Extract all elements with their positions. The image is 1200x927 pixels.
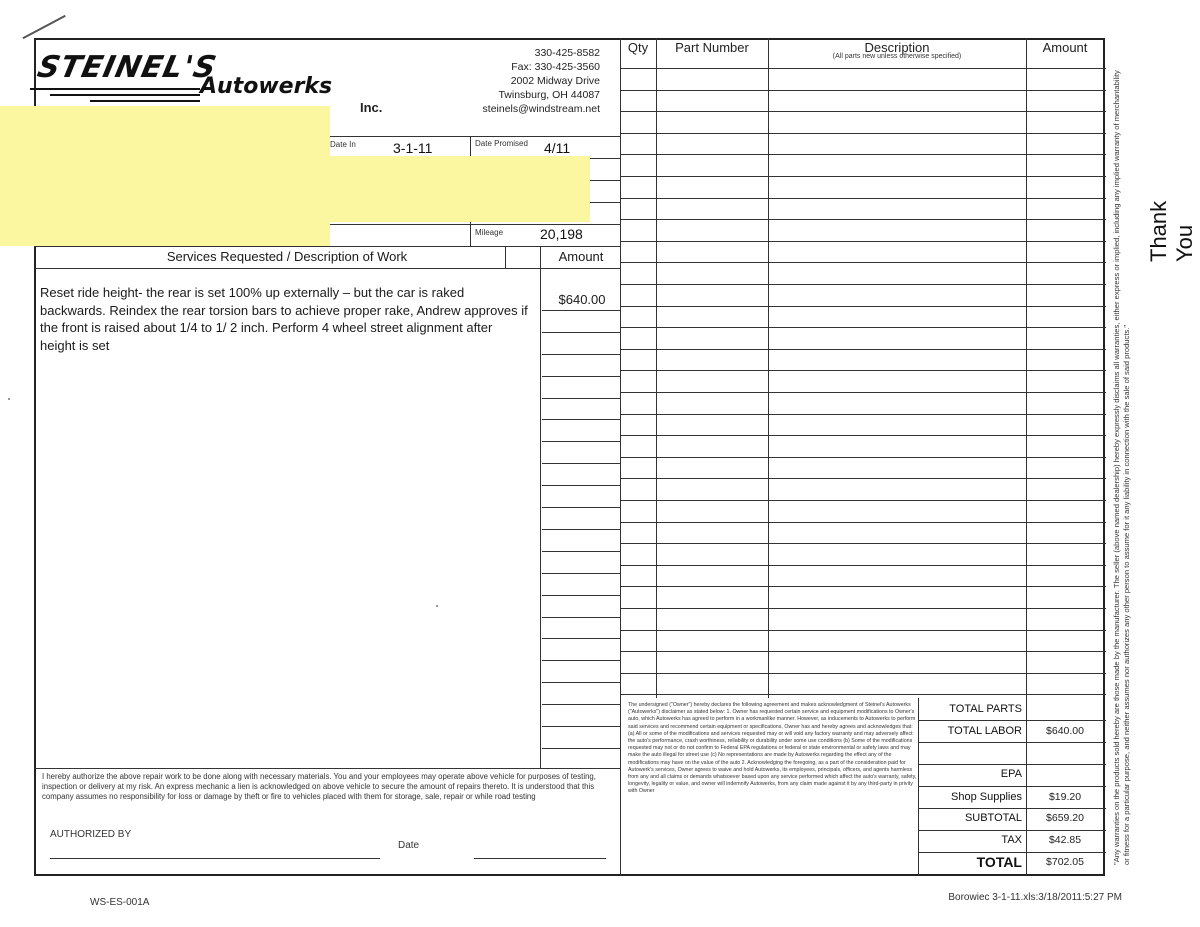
parts-row-line (620, 392, 1106, 393)
parts-row-line (620, 154, 1106, 155)
parts-col-line (768, 38, 769, 698)
services-header: Services Requested / Description of Work (166, 249, 408, 264)
owner-agreement-text: The undersigned ("Owner") hereby declares the following agreement and makes acknowledgment of Steinel's Autowerks ("Autowerks") disclaimer as stated below: 1. Owner has requested certain service and equipment modifications to Owner's auto, which Autowerks has agreed to perform in a workmanlike manner. However, as inducements to Autowerks to perform said services and recommend certain equipment or specifications, Owner has and hereby agrees and acknowledges that: (a) All or some of the modifications and services requested may or will void any factory warranty and may adversely affect the auto's performance, crash worthiness, reliability or durability under some use conditions (b) Some of the modifications requested may not or do not confirm to Federal EPA regulations or federal or state environmental or safety laws and may make the auto illegal for street use (c) No representations are made by Autowerks regarding the effect any of the modifications may have on the value of the auto 2. Acknowledging the foregoing, as a part of the consideration paid for Autowerk's services, Owner agrees to waive and hold Autowerks, its employees, principals, officers, and agents harmless from any and all claims or demands whatsoever based upon any service performed which affect the auto's warranty, safety, longevity, legality or value, and owner will indemnify Autowerks, from any claim made against it by any third-party in privity with Owner (628, 702, 917, 795)
company-suffix: Inc. (360, 100, 383, 115)
services-bottom-line (34, 768, 620, 769)
amount-cell-line (542, 704, 620, 705)
parts-description-header (768, 40, 1026, 68)
parts-row-line (620, 327, 1106, 328)
authorized-by-label: AUTHORIZED BY (50, 829, 132, 840)
parts-row-line (620, 586, 1106, 587)
logo-speed-line (50, 94, 200, 96)
amount-cell-line (542, 485, 620, 486)
amount-cell-line (542, 595, 620, 596)
parts-row-line (620, 608, 1106, 609)
amount-cell-line (542, 529, 620, 530)
totals-row-line (918, 808, 1106, 809)
logo-name-top: STEINEL'S (34, 50, 220, 85)
parts-row-line (620, 543, 1106, 544)
parts-row-line (620, 565, 1106, 566)
totals-row-line (918, 764, 1106, 765)
date-in-value: 3-1-11 (393, 140, 433, 156)
total-labor-label: TOTAL LABOR (947, 725, 1022, 737)
amount-cell-line (542, 376, 620, 377)
parts-row-line (620, 176, 1106, 177)
company-email: steinels@windstream.net (482, 103, 600, 115)
services-header-line (34, 268, 620, 269)
epa-label: EPA (1000, 768, 1022, 780)
totals-row-line (918, 830, 1106, 831)
service-amount: $640.00 (558, 292, 606, 307)
parts-description-title: Description (864, 40, 930, 55)
mileage-value: 20,198 (540, 226, 583, 242)
parts-row-line (620, 349, 1106, 350)
totals-row-line (918, 720, 1106, 721)
parts-row-line (620, 111, 1106, 112)
amount-cell-line (542, 682, 620, 683)
amount-cell-line (542, 463, 620, 464)
service-description: Reset ride height- the rear is set 100% up externally – but the car is raked backwards. Reindex the rear torsion bars to achieve proper rake, Andrew approves if the front is raised about 1/4 to 1/ 2 inch. Perform 4 wheel street alignment after height is set (40, 285, 528, 353)
shop-supplies-value: $19.20 (1048, 791, 1082, 803)
amount-cell-line (542, 748, 620, 749)
parts-row-line (620, 306, 1106, 307)
staple-mark (22, 15, 65, 39)
grand-total-value: $702.05 (1046, 856, 1084, 868)
parts-row-line (620, 522, 1106, 523)
total-labor-value: $640.00 (1046, 725, 1084, 737)
file-info: Borowiec 3-1-11.xls:3/18/2011:5:27 PM (948, 892, 1122, 903)
company-logo (30, 50, 350, 110)
date-label: Date (398, 840, 420, 851)
date-promised-value: 4/11 (544, 140, 571, 156)
amount-cell-line (542, 507, 620, 508)
parts-row-line (620, 651, 1106, 652)
parts-row-line (620, 241, 1106, 242)
amount-cell-line (542, 332, 620, 333)
amount-cell-line (542, 354, 620, 355)
subtotal-value: $659.20 (1046, 812, 1084, 824)
parts-col-line (1026, 38, 1027, 876)
parts-row-line (620, 478, 1106, 479)
company-contact (400, 46, 600, 116)
parts-col-line (656, 38, 657, 698)
amount-cell-line (542, 310, 620, 311)
parts-row-line (620, 133, 1106, 134)
amount-cell-line (542, 551, 620, 552)
tax-value: $42.85 (1048, 834, 1082, 846)
thank-you-text: Thank You (1146, 200, 1197, 262)
parts-row-line (620, 457, 1106, 458)
parts-row-line (620, 284, 1106, 285)
total-parts-label: TOTAL PARTS (949, 703, 1022, 715)
date-in-label: Date In (330, 140, 356, 149)
subtotal-label: SUBTOTAL (964, 812, 1022, 824)
parts-amount-header: Amount (1042, 40, 1088, 55)
amount-cell-line (542, 617, 620, 618)
amount-cell-line (542, 441, 620, 442)
redacted-vehicle-highlight (330, 156, 590, 222)
form-id: WS-ES-001A (90, 897, 150, 908)
logo-speed-line (90, 100, 200, 102)
logo-speed-line (30, 88, 200, 90)
company-address-line1: 2002 Midway Drive (510, 75, 600, 87)
warranty-disclaimer: "Any warranties on the products sold hereby are those made by the manufacturer. The seller (above named dealership) hereby expressly disclaims all warranties, either express or implied, including any implied warranty of merchantability or fitness for a particular purpose, and neither assumes nor authorizes any other person to assume for it any liability in connection with the sale of said products." (1112, 70, 1131, 865)
parts-number-header: Part Number (675, 40, 749, 55)
totals-row-line (918, 742, 1106, 743)
scan-speck (436, 605, 438, 607)
mileage-label: Mileage (475, 228, 504, 237)
grand-total-label: TOTAL (976, 854, 1022, 870)
amount-cell-line (542, 660, 620, 661)
amount-cell-line (542, 398, 620, 399)
parts-row-line (620, 90, 1106, 91)
totals-row-line (918, 852, 1106, 853)
parts-row-line (620, 673, 1106, 674)
redacted-customer-highlight (0, 106, 330, 246)
authorization-text: I hereby authorize the above repair work to be done along with necessary materials. You and your employees may operate above vehicle for purposes of testing, inspection or delivery at my risk. An express mechanic a lien is acknowledged on above vehicle to secure the amount of repairs thereto. It is understood that this company assumes no responsibility for loss or damage by theft or fire to vehicles placed with them for storage, sale, repair or while road testing (42, 772, 596, 801)
parts-row-line (620, 219, 1106, 220)
company-address-line2: Twinsburg, OH 44087 (498, 89, 600, 101)
shop-supplies-label: Shop Supplies (951, 791, 1022, 803)
parts-row-line (620, 414, 1106, 415)
services-amount-col-line (540, 246, 541, 768)
scan-speck (8, 398, 10, 400)
parts-row-line (620, 370, 1106, 371)
company-fax: Fax: 330-425-3560 (511, 61, 600, 73)
signature-line[interactable] (50, 858, 380, 859)
parts-description-note: (All parts new unless otherwise specified) (832, 53, 962, 60)
company-phone: 330-425-8582 (534, 47, 600, 59)
amount-cell-line (542, 573, 620, 574)
parts-row-line (620, 262, 1106, 263)
parts-row-line (620, 435, 1106, 436)
logo-name-bottom: Autowerks (200, 74, 333, 99)
parts-row-line (620, 500, 1106, 501)
tax-label: TAX (1001, 834, 1022, 846)
parts-row-line (620, 630, 1106, 631)
amount-cell-line (542, 726, 620, 727)
date-promised-label: Date Promised (475, 139, 528, 148)
totals-col-line (918, 698, 919, 876)
parts-row-line (620, 694, 1106, 695)
date-signature-line[interactable] (474, 858, 606, 859)
amount-cell-line (542, 419, 620, 420)
parts-row-line (620, 68, 1106, 69)
parts-row-line (620, 198, 1106, 199)
totals-row-line (918, 786, 1106, 787)
amount-cell-line (542, 638, 620, 639)
services-amount-header: Amount (558, 249, 604, 264)
parts-qty-header: Qty (627, 40, 649, 55)
